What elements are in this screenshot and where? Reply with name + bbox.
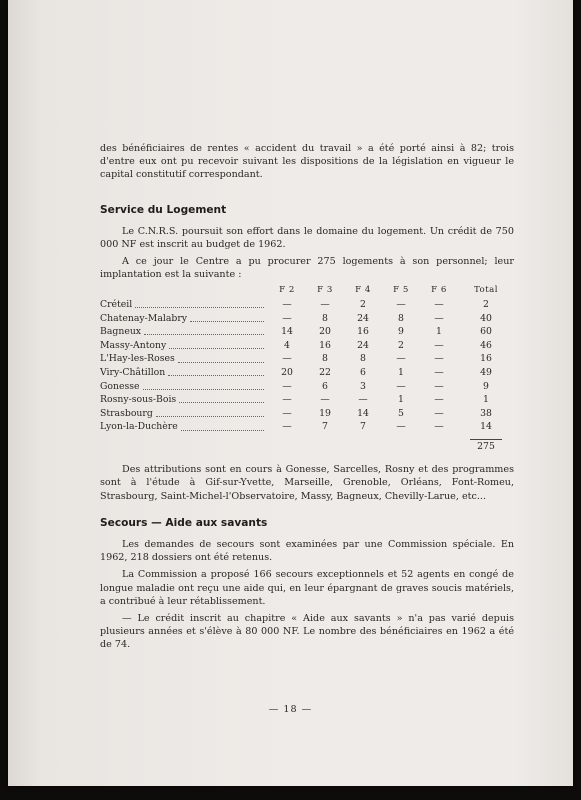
table-cell: — [282,407,292,419]
location-name: Viry-Châtillon [100,366,166,378]
table-row [100,420,514,434]
dot-leader [156,416,264,417]
column-header: Total [473,285,499,296]
section-heading-logement: Service du Logement [100,203,227,216]
table-row [100,298,514,312]
table-cell: — [434,407,444,419]
logement-paragraph-3: Des attributions sont en cours à Gonesse, Sarcelles, Rosny et des programmes sont à l'étude à Gif-sur-Yvette, Marseille, Grenoble, Orléans, Font-Romeu, Strasbourg, Saint-Michel-l'Observatoire, Massy, Bagneux, Chevilly-Larue, etc... [100,464,514,502]
page-number: — 18 — [268,704,313,715]
table-cell: — [434,299,444,311]
table-cell: 7 [360,421,366,433]
table-row [100,311,514,325]
table-cell: — [434,353,444,365]
table-cell: 14 [357,407,369,419]
row-total-cell: 1 [483,394,489,406]
table-cell: — [396,380,406,392]
location-name: L'Hay-les-Roses [100,353,175,365]
table-cell: — [282,299,292,311]
table-cell: 3 [360,380,366,392]
section-heading-secours: Secours — Aide aux savants [100,516,268,529]
table-cell: — [320,394,330,406]
column-header: F 6 [431,285,447,296]
dot-leader [190,321,264,322]
location-name: Bagneux [100,326,142,338]
table-cell: 6 [322,380,328,392]
row-total-cell: 40 [480,312,492,324]
column-header: F 3 [317,285,333,296]
row-total-cell: 38 [480,407,492,419]
table-cell: 16 [357,326,369,338]
table-cell: 9 [398,326,404,338]
table-cell: 7 [322,421,328,433]
row-total-cell: 60 [480,326,492,338]
table-row [100,366,514,380]
logement-paragraph-1: Le C.N.R.S. poursuit son effort dans le domaine du logement. Un crédit de 750 000 NF est inscrit au budget de 1962. [100,225,514,251]
table-cell: 19 [319,407,331,419]
dot-leader [179,402,264,403]
secours-paragraph-3: — Le crédit inscrit au chapitre « Aide aux savants » n'a pas varié depuis plusieurs années et s'élève à 80 000 NF. Le nombre des bénéficiaires en 1962 a été de 74. [100,612,514,651]
table-cell: — [396,421,406,433]
column-header: F 5 [393,285,409,296]
page-content [100,142,514,652]
table-cell: 1 [436,326,442,338]
table-cell: — [282,380,292,392]
table-cell: 1 [398,394,404,406]
table-row [100,406,514,420]
row-total-cell: 9 [483,380,489,392]
table-cell: — [434,380,444,392]
table-header-row [100,282,514,298]
table-row [100,325,514,339]
table-cell: — [434,366,444,378]
table-row [100,338,514,352]
table-cell: 24 [357,339,369,351]
dot-leader [135,307,264,308]
table-cell: 8 [322,353,328,365]
location-name: Créteil [100,299,133,311]
location-name: Gonesse [100,380,140,392]
column-header: F 2 [279,285,295,296]
logement-paragraph-2: A ce jour le Centre a pu procurer 275 logements à son personnel; leur implantation est la suivante : [100,256,514,281]
location-name: Strasbourg [100,407,153,419]
secours-paragraph-2: La Commission a proposé 166 secours exceptionnels et 52 agents en congé de longue maladie ont reçu une aide qui, en leur épargnant de graves soucis matériels, a contribué à leur rétablissement. [100,569,514,607]
document-page [8,0,573,786]
grand-total-row [100,440,514,454]
secours-paragraph-1: Les demandes de secours sont examinées par une Commission spéciale. En 1962, 218 dossiers ont été retenus. [100,538,514,564]
row-total-cell: 14 [480,421,492,433]
location-name: Massy-Antony [100,339,167,351]
table-cell: — [434,339,444,351]
table-row [100,393,514,407]
intro-paragraph: des bénéficiaires de rentes « accident du travail » a été porté ainsi à 82; trois d'entre eux ont pu recevoir suivant les dispositions de la législation en vigueur le capital constitutif correspondant. [100,143,514,181]
row-total-cell: 2 [483,299,489,311]
table-cell: — [282,353,292,365]
table-cell: 2 [360,299,366,311]
table-cell: — [282,312,292,324]
dot-leader [181,430,264,431]
table-cell: — [282,421,292,433]
table-row [100,379,514,393]
table-row [100,352,514,366]
table-cell: — [320,299,330,311]
table-cell: 5 [398,407,404,419]
table-cell: 20 [281,366,293,378]
grand-total-value: 275 [477,440,495,452]
column-header: F 4 [355,285,371,296]
dot-leader [144,334,264,335]
table-cell: 8 [360,353,366,365]
row-total-cell: 49 [480,366,492,378]
table-cell: 8 [398,312,404,324]
location-name: Lyon-la-Duchère [100,421,178,433]
table-cell: — [434,421,444,433]
table-cell: 6 [360,366,366,378]
table-cell: — [434,394,444,406]
location-name: Rosny-sous-Bois [100,394,177,406]
dot-leader [169,348,264,349]
table-cell: 8 [322,312,328,324]
dot-leader [178,362,264,363]
table-cell: 20 [319,326,331,338]
table-cell: 24 [357,312,369,324]
table-cell: 2 [398,339,404,351]
housing-table [100,282,514,454]
table-cell: — [434,312,444,324]
dot-leader [143,389,264,390]
table-cell: — [282,394,292,406]
row-total-cell: 16 [480,353,492,365]
table-cell: 22 [319,366,331,378]
row-total-cell: 46 [480,339,492,351]
table-cell: — [396,353,406,365]
table-cell: — [358,394,368,406]
dot-leader [168,375,264,376]
table-cell: 1 [398,366,404,378]
table-cell: 14 [281,326,293,338]
table-cell: 4 [284,339,290,351]
table-cell: 16 [319,339,331,351]
location-name: Chatenay-Malabry [100,312,188,324]
table-cell: — [396,299,406,311]
